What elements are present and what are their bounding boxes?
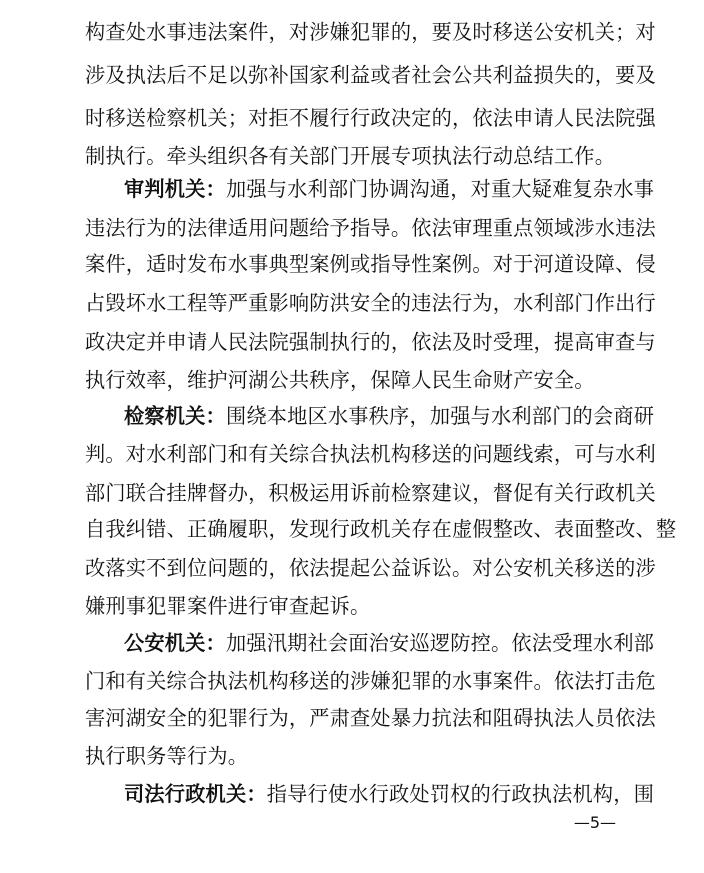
paragraph-text: 围绕本地区水事秩序，加强与水利部门的会商研 <box>225 404 655 428</box>
body-line: 自我纠错、正确履职，发现行政机关存在虚假整改、表面整改、整 <box>85 517 677 541</box>
body-line: 部门联合挂牌督办，积极运用诉前检察建议，督促有关行政机关 <box>85 481 656 505</box>
page-number: —5— <box>573 813 616 832</box>
paragraph-text: 加强与水利部门协调沟通，对重大疑难复杂水事 <box>225 177 655 201</box>
paragraph-first-line <box>124 171 654 207</box>
section-heading: 检察机关： <box>124 404 226 428</box>
body-line: 执行效率，维护河湖公共秩序，保障人民生命财产安全。 <box>85 368 595 392</box>
section-heading: 审判机关： <box>124 177 226 201</box>
body-line: 时移送检察机关；对拒不履行行政决定的，依法申请人民法院强 <box>85 106 656 130</box>
body-line: 执行职务等行为。 <box>85 744 249 768</box>
section-heading: 司法行政机关： <box>124 782 267 806</box>
body-line: 占毁坏水工程等严重影响防洪安全的违法行为，水利部门作出行 <box>85 291 656 315</box>
paragraph-first-line <box>124 625 654 661</box>
body-line: 制执行。牵头组织各有关部门开展专项执法行动总结工作。 <box>85 144 616 168</box>
body-line: 违法行为的法律适用问题给予指导。依法审理重点领域涉水违法 <box>85 216 656 240</box>
body-line: 嫌刑事犯罪案件进行审查起诉。 <box>85 594 371 618</box>
body-line: 涉及执法后不足以弥补国家利益或者社会公共利益损失的，要及 <box>85 63 656 87</box>
paragraph-text: 指导行使水行政处罚权的行政执法机构，围 <box>266 782 655 806</box>
body-line: 政决定并申请人民法院强制执行的，依法及时受理，提高审查与 <box>85 330 656 354</box>
body-line: 案件，适时发布水事典型案例或指导性案例。对于河道设障、侵 <box>85 252 656 276</box>
paragraph-text: 加强汛期社会面治安巡逻防控。依法受理水利部 <box>225 631 655 655</box>
section-heading: 公安机关： <box>124 631 226 655</box>
body-line: 改落实不到位问题的，依法提起公益诉讼。对公安机关移送的涉 <box>85 556 656 580</box>
body-line: 门和有关综合执法机构移送的涉嫌犯罪的水事案件。依法打击危 <box>85 669 656 693</box>
paragraph-first-line <box>124 776 654 812</box>
body-line: 判。对水利部门和有关综合执法机构移送的问题线索，可与水利 <box>85 442 656 466</box>
paragraph-first-line <box>124 398 654 434</box>
body-line: 构查处水事违法案件，对涉嫌犯罪的，要及时移送公安机关；对 <box>85 20 656 44</box>
body-line: 害河湖安全的犯罪行为，严肃查处暴力抗法和阻碍执法人员依法 <box>85 706 656 730</box>
